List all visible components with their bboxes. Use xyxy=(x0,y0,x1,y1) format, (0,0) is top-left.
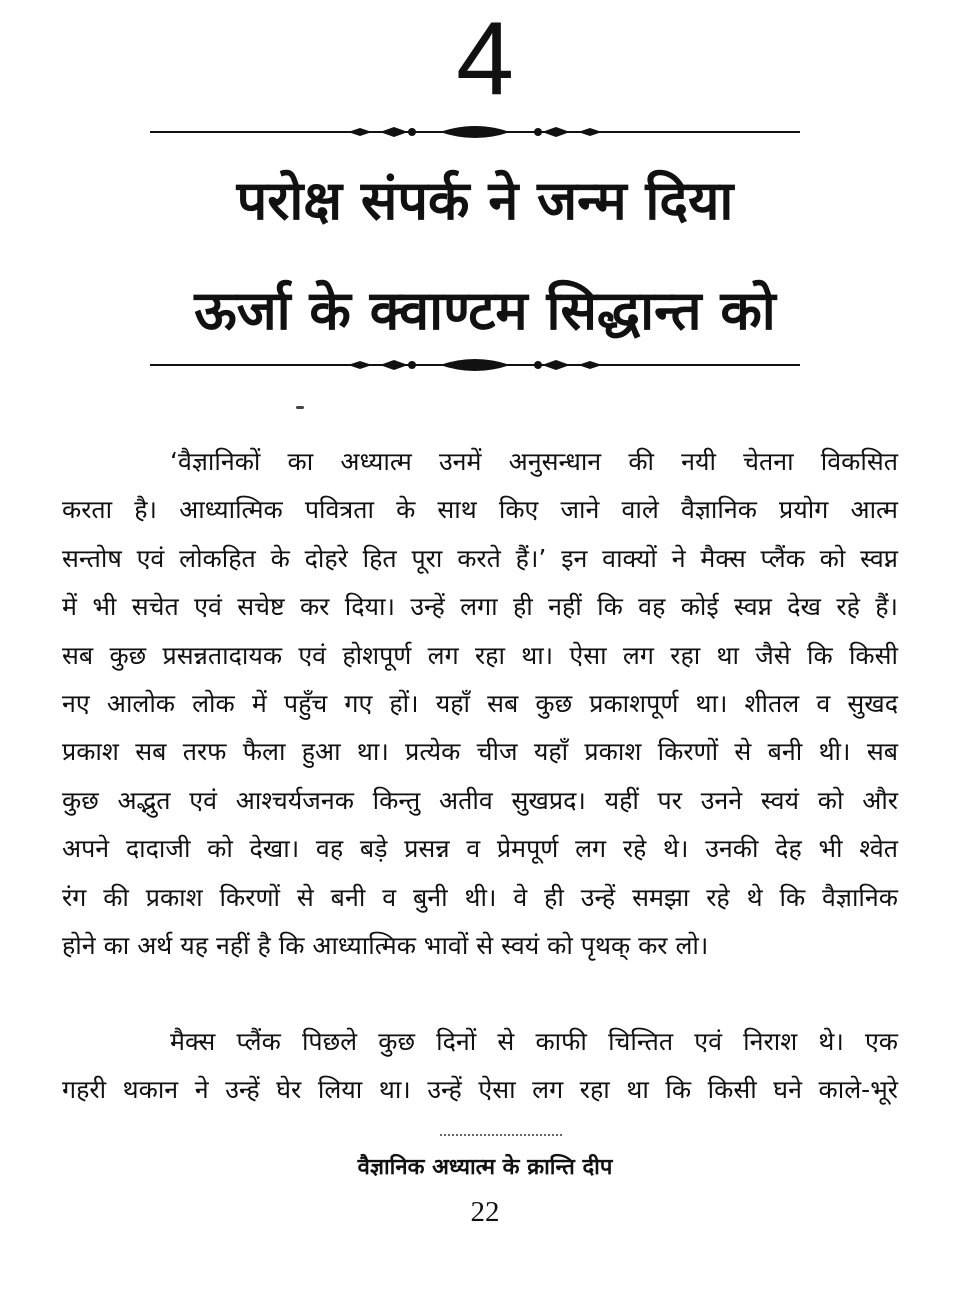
scan-mark xyxy=(296,406,304,409)
chapter-title-line-1: परोक्ष संपर्क ने जन्म दिया xyxy=(236,169,734,232)
text-line: प्रकाश सब तरफ फैला हुआ था। प्रत्येक चीज यहाँ प्रकाश किरणों से बनी थी। सब xyxy=(62,737,898,767)
footer-dotted-rule xyxy=(440,1128,562,1136)
text-line: मैक्स प्लैंक पिछले कुछ दिनों से काफी चिन्तित एवं निराश थे। एक xyxy=(170,1027,898,1056)
text-line: करता है। आध्यात्मिक पवित्रता के साथ किए जाने वाले वैज्ञानिक प्रयोग आत्म xyxy=(62,495,898,525)
chapter-title-line-2: ऊर्जा के क्वाण्टम सिद्धान्त को xyxy=(194,279,776,342)
text-line: होने का अर्थ यह नहीं है कि आध्यात्मिक भावों से स्वयं को पृथक् कर लो। xyxy=(62,931,709,961)
footer-book-title: वैज्ञानिक अध्यात्म के क्रान्ति दीप xyxy=(357,1155,613,1180)
text-line: रंग की प्रकाश किरणों से बनी व बुनी थी। वे ही उन्हें समझा रहे थे कि वैज्ञानिक xyxy=(62,882,898,912)
text-line: ‘वैज्ञानिकों का अध्यात्म उनमें अनुसन्धान की नयी चेतना विकसित xyxy=(170,447,898,476)
text-line: सन्तोष एवं लोकहित के दोहरे हित पूरा करते हैं।’ इन वाक्यों ने मैक्स प्लैंक को स्वप्न xyxy=(62,543,898,573)
text-line: नए आलोक लोक में पहुँच गए हों। यहाँ सब कुछ प्रकाशपूर्ण था। शीतल व सुखद xyxy=(62,689,898,719)
ornament-divider-icon xyxy=(150,355,800,375)
ornament-divider-bottom xyxy=(150,355,800,375)
text-line: अपने दादाजी को देखा। वह बड़े प्रसन्न व प्रेमपूर्ण लग रहे थे। उनकी देह भी श्वेत xyxy=(62,834,898,864)
ornament-divider-icon xyxy=(150,122,800,142)
body-paragraph-2 xyxy=(62,1018,898,1115)
chapter-number: 4 xyxy=(456,1,514,117)
body-paragraph-1 xyxy=(62,438,898,970)
text-line: गहरी थकान ने उन्हें घेर लिया था। उन्हें ऐसा लग रहा था कि किसी घने काले-भूरे xyxy=(62,1075,898,1105)
text-line: में भी सचेत एवं सचेष्ट कर दिया। उन्हें लगा ही नहीं कि वह कोई स्वप्न देख रहे हैं। xyxy=(62,592,898,622)
ornament-divider-top xyxy=(150,122,800,142)
page-number: 22 xyxy=(470,1196,500,1228)
text-line: सब कुछ प्रसन्नतादायक एवं होशपूर्ण लग रहा था। ऐसा लग रहा था जैसे कि किसी xyxy=(62,640,898,670)
text-line: कुछ अद्भुत एवं आश्चर्यजनक किन्तु अतीव सुखप्रद। यहीं पर उनने स्वयं को और xyxy=(62,785,898,815)
